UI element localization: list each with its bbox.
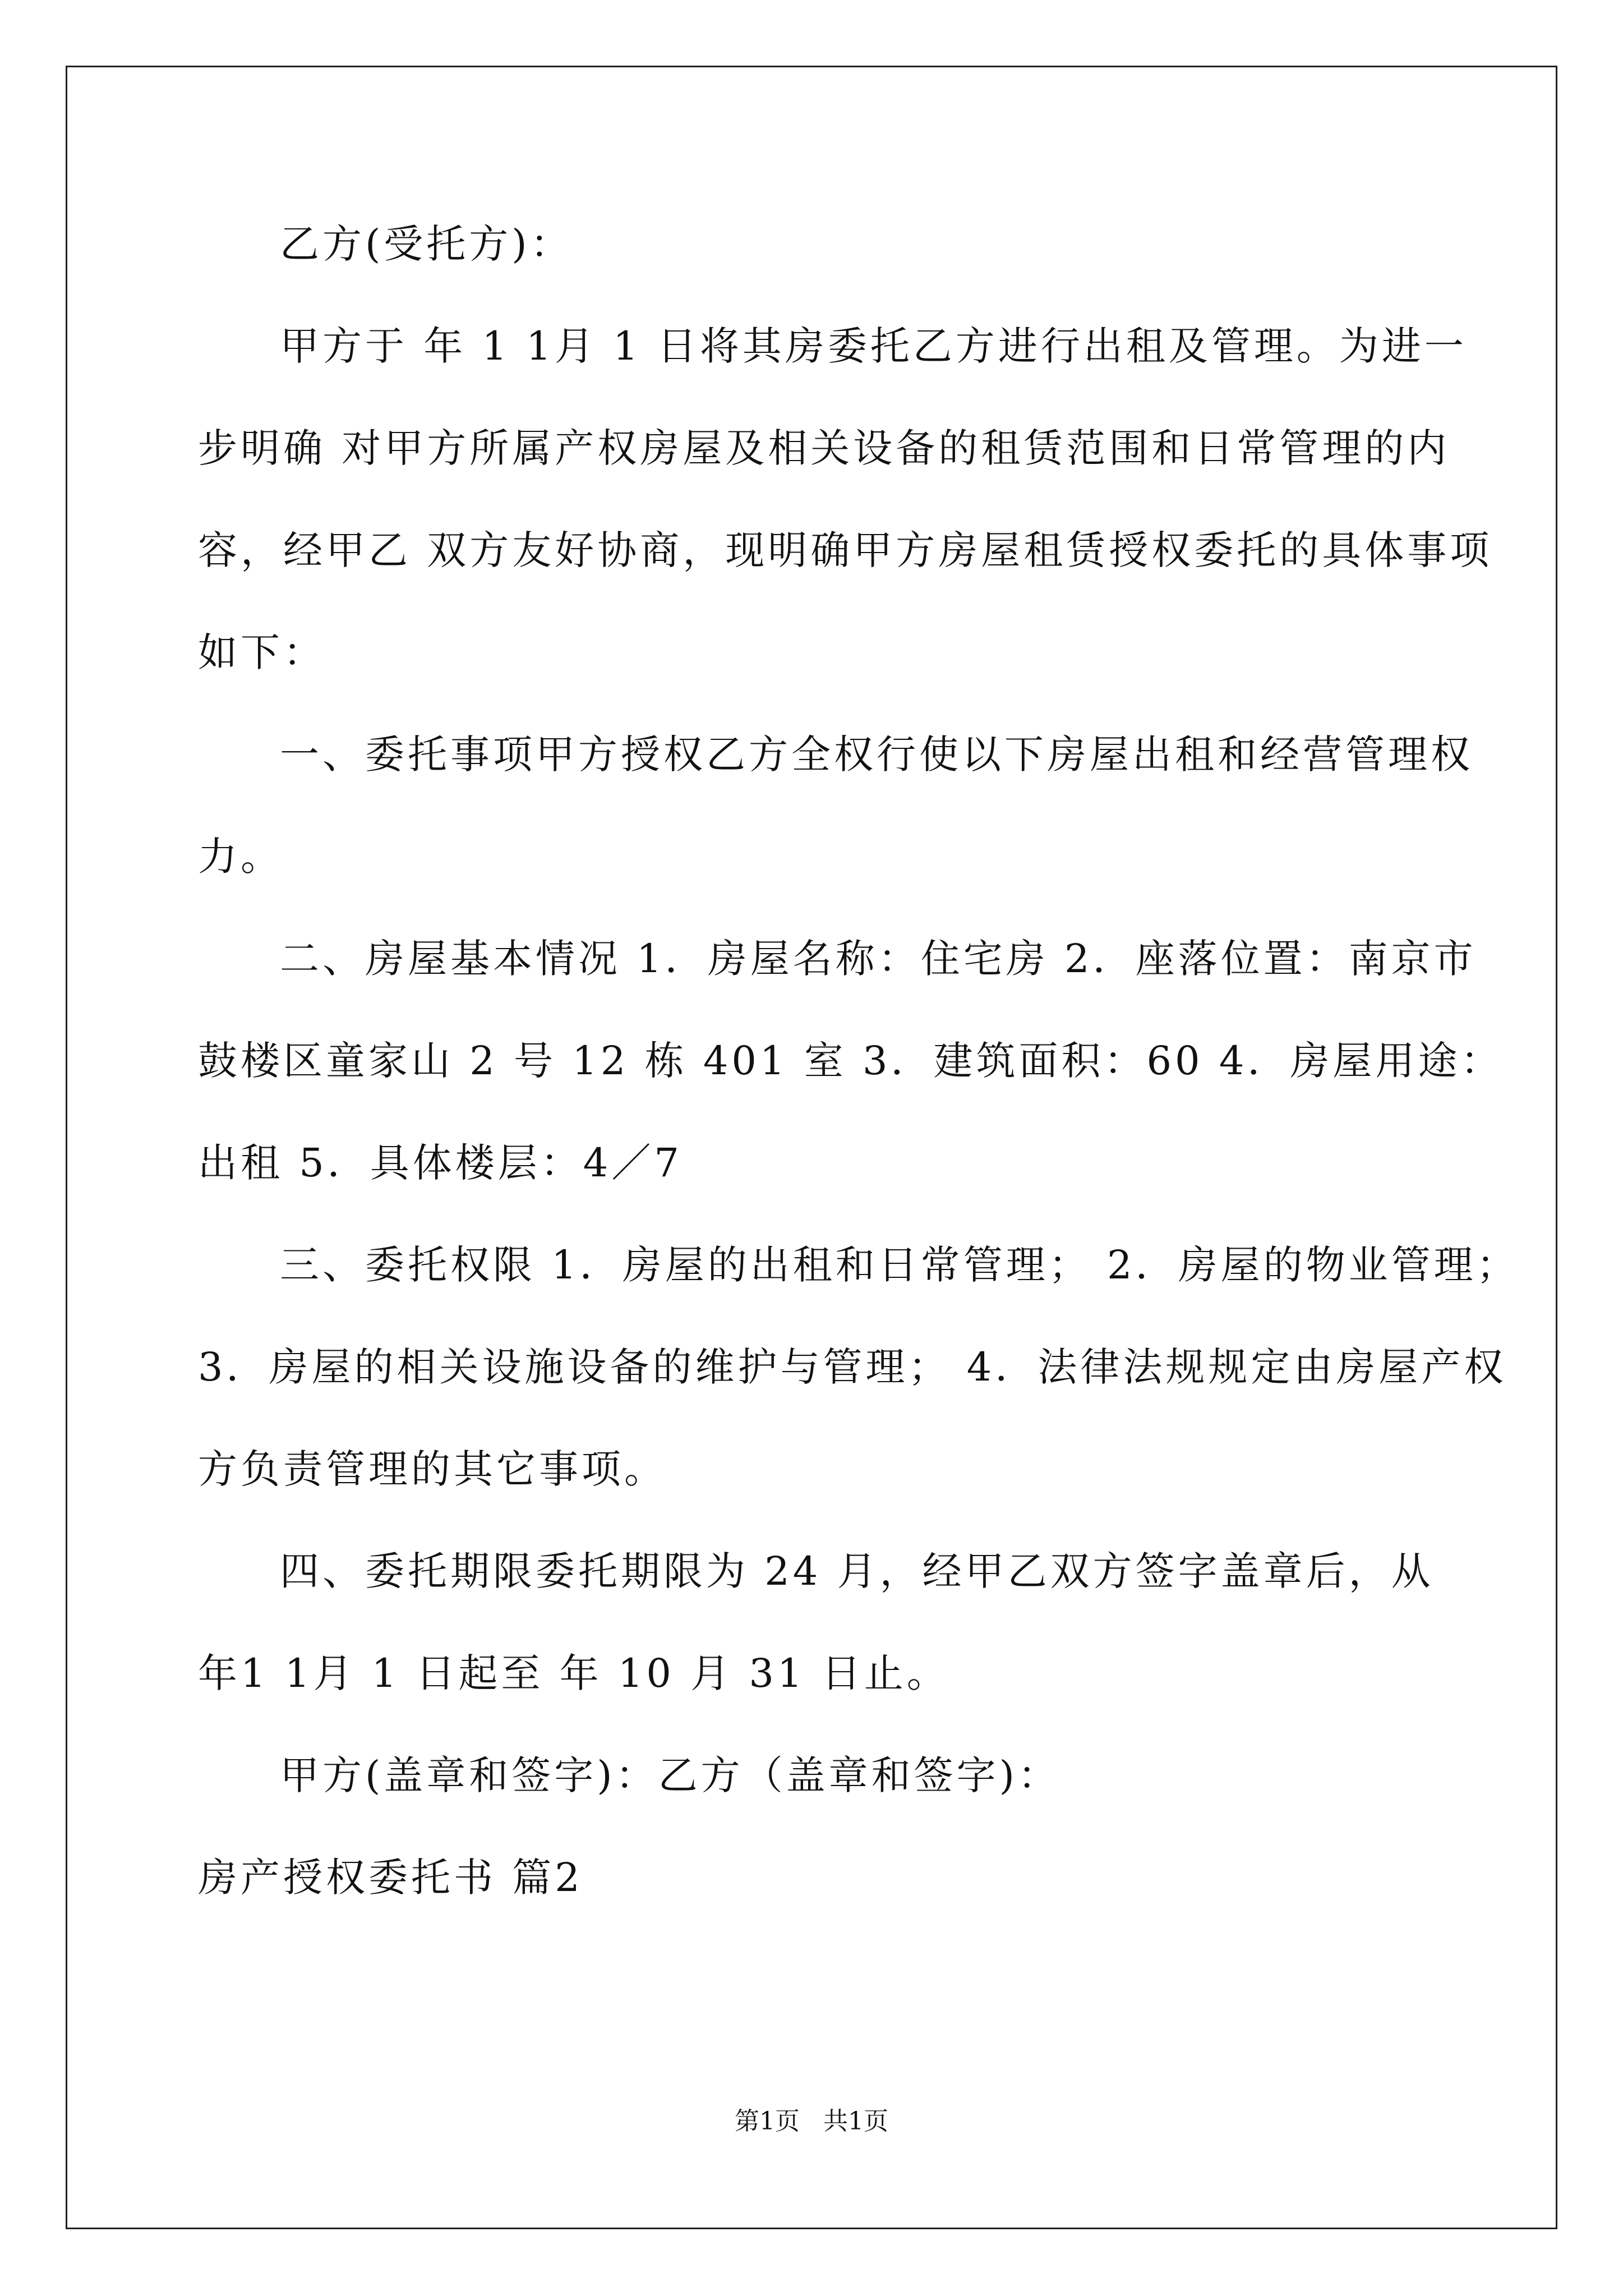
section-3-line-3: 方负责管理的其它事项。: [198, 1446, 667, 1492]
section-2-line-2: 鼓楼区童家山 2 号 12 栋 401 室 3．建筑面积：60 4．房屋用途：: [198, 1038, 1504, 1084]
paragraph-intro-line-2: 步明确 对甲方所属产权房屋及相关设备的租赁范围和日常管理的内: [198, 425, 1450, 471]
section-1-line-1: 一、委托事项甲方授权乙方全权行使以下房屋出租和经营管理权: [280, 731, 1473, 777]
section-1-line-2: 力。: [198, 834, 283, 880]
section-3-line-2: 3．房屋的相关设施设备的维护与管理； 4．法律法规规定由房屋产权: [198, 1344, 1507, 1390]
paragraph-intro-line-1: 甲方于 年 1 1月 1 日将其房委托乙方进行出租及管理。为进一: [280, 323, 1467, 369]
section-4-line-1: 四、委托期限委托期限为 24 月，经甲乙双方签字盖章后，从: [280, 1548, 1434, 1594]
section-4-line-2: 年1 1月 1 日起至 年 10 月 31 日止。: [198, 1650, 949, 1696]
next-section-heading: 房产授权委托书 篇2: [198, 1855, 583, 1901]
party-b-line: 乙方(受托方)：: [280, 221, 573, 267]
paragraph-intro-line-3: 容，经甲乙 双方友好协商，现明确甲方房屋租赁授权委托的具体事项: [198, 527, 1493, 573]
section-2-line-3: 出租 5．具体楼层：4／7: [198, 1140, 683, 1186]
signature-line: 甲方(盖章和签字)：乙方（盖章和签字)：: [280, 1752, 1061, 1798]
section-2-line-1: 二、房屋基本情况 1．房屋名称：住宅房 2．座落位置：南京市: [280, 936, 1477, 982]
paragraph-intro-line-4: 如下：: [198, 629, 326, 675]
section-3-line-1: 三、委托权限 1．房屋的出租和日常管理； 2．房屋的物业管理；: [280, 1242, 1519, 1288]
page-footer: 第1页 共1页: [735, 2107, 888, 2136]
